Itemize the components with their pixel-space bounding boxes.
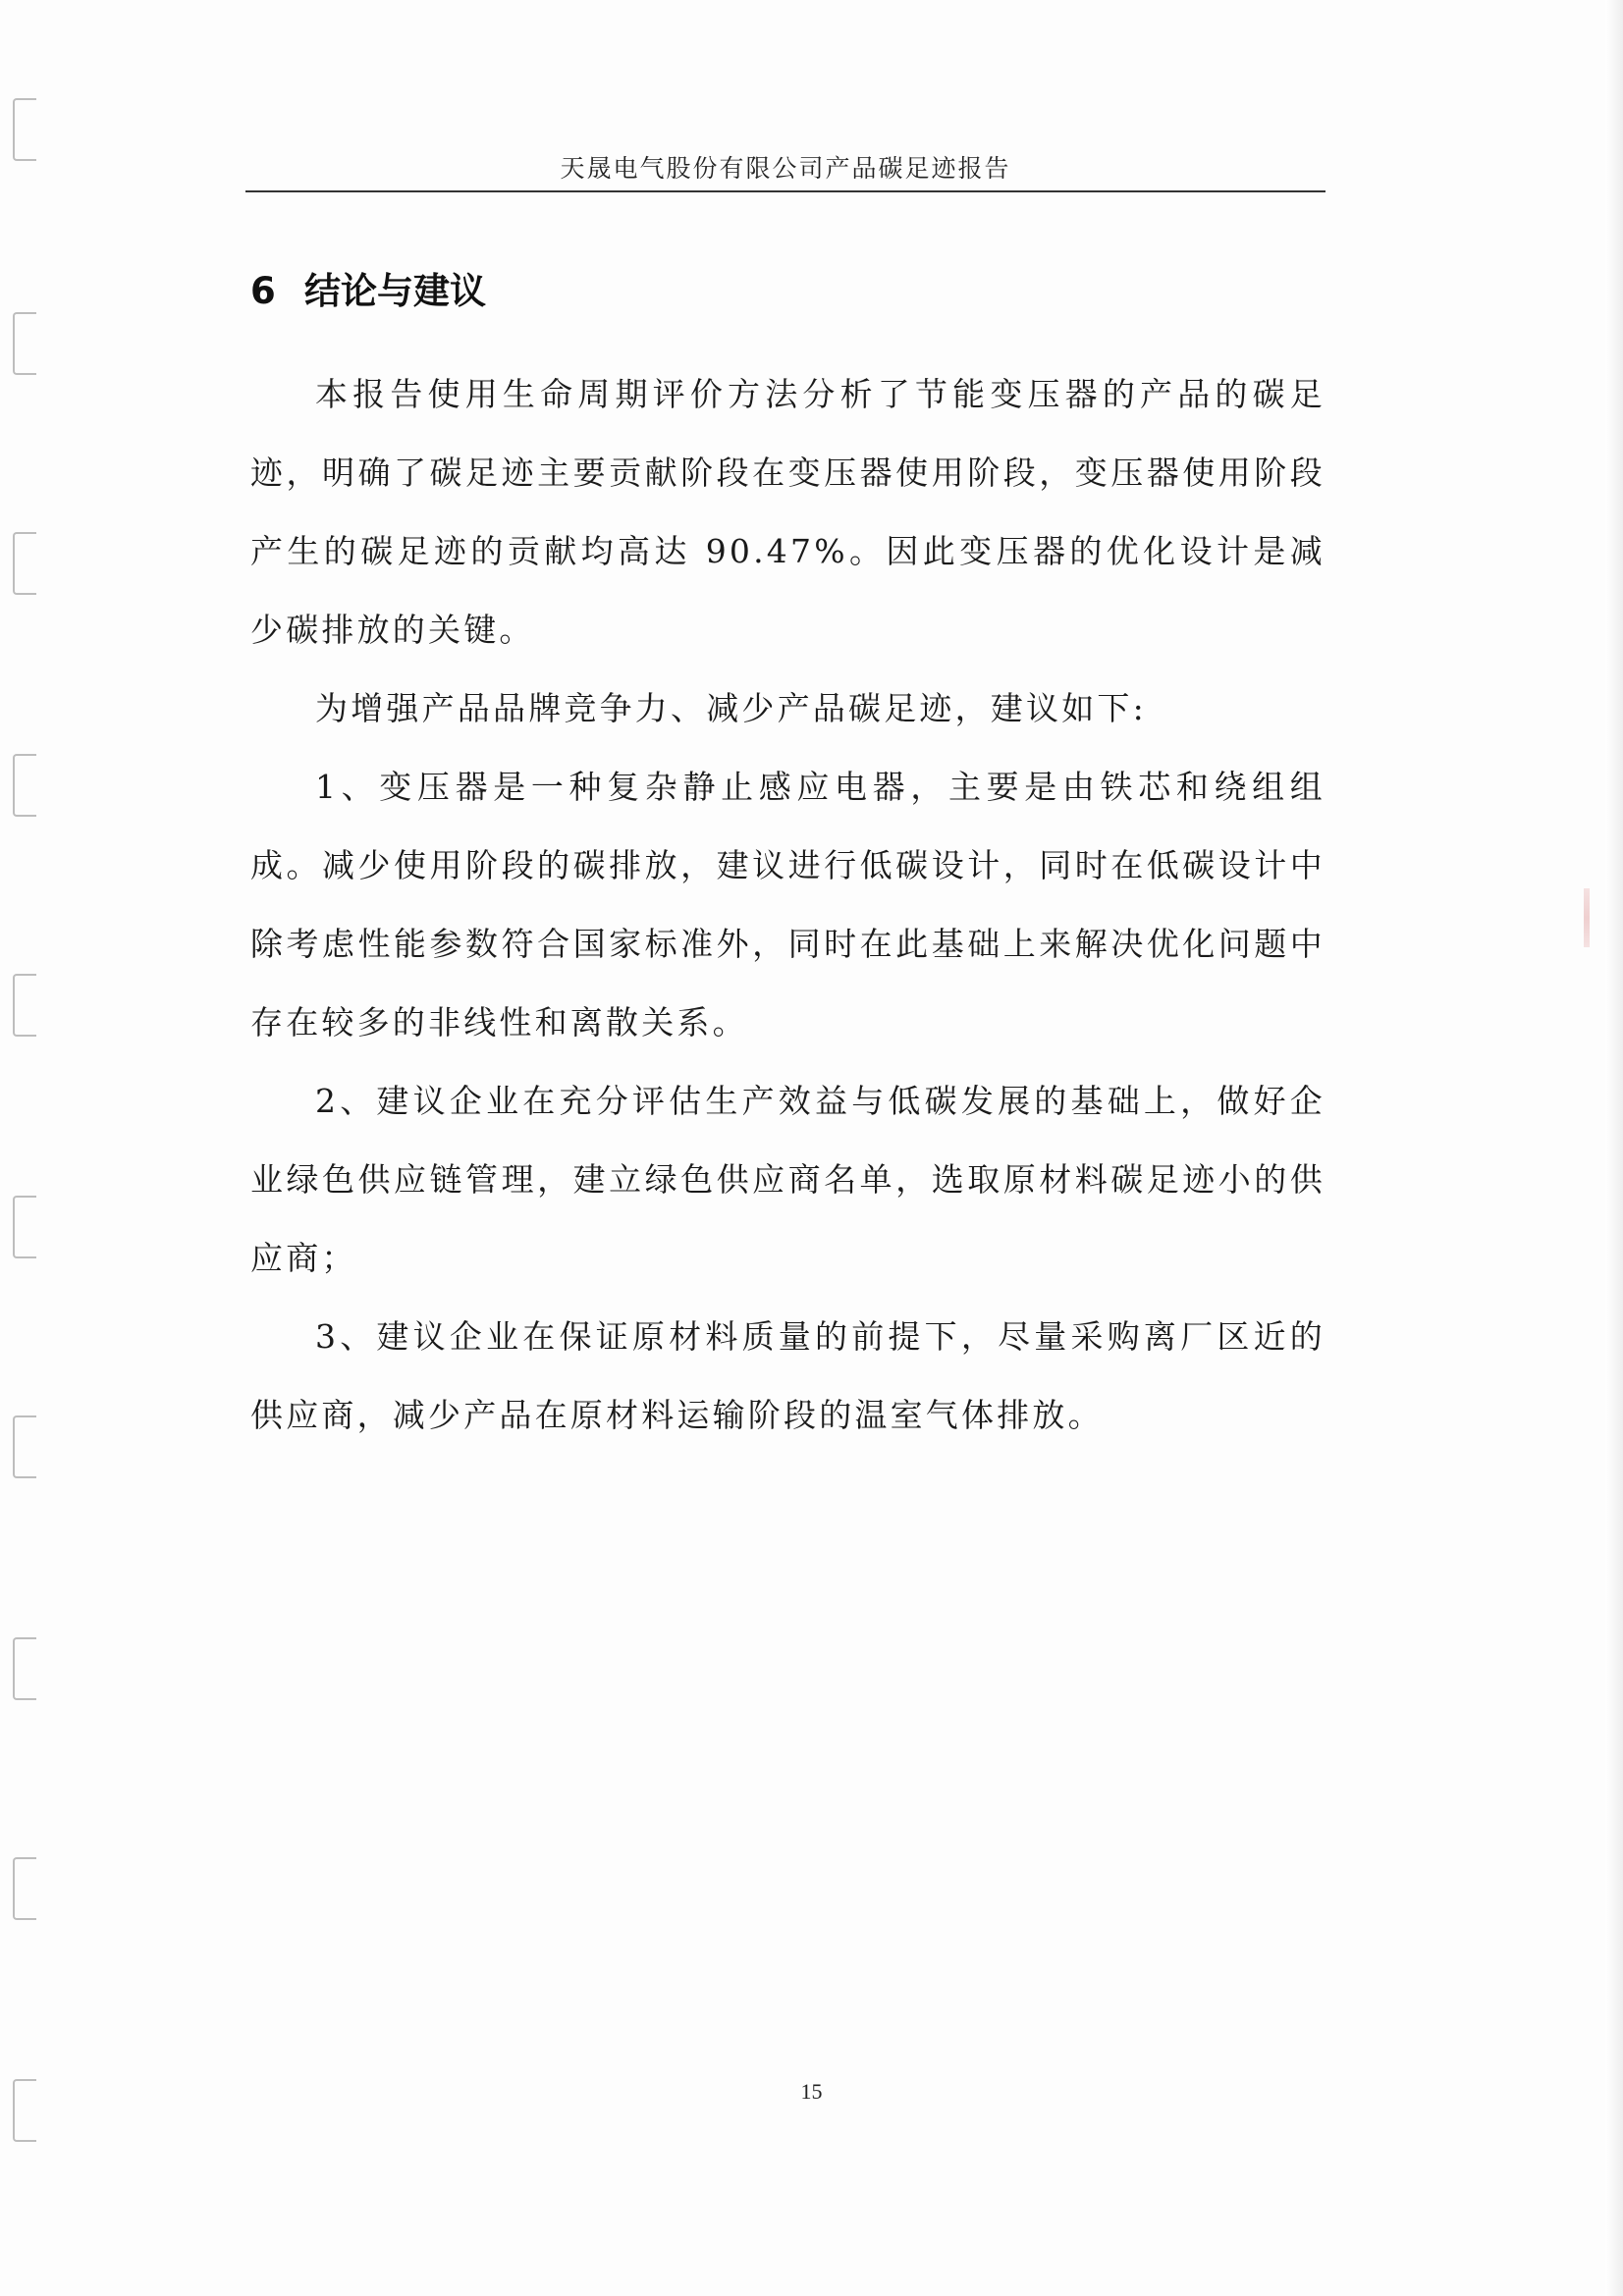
paragraph-recommendation-2: 2、建议企业在充分评估生产效益与低碳发展的基础上，做好企业绿色供应链管理，建立绿色供应商名单，选取原材料碳足迹小的供应商； xyxy=(250,1082,1325,1277)
body-text xyxy=(250,355,1325,1455)
binding-hole-mark xyxy=(13,1196,36,1258)
section-heading xyxy=(250,261,486,314)
binding-hole-mark xyxy=(13,1637,36,1700)
binding-hole-mark xyxy=(13,1857,36,1920)
binding-hole-mark xyxy=(13,1415,36,1478)
binding-hole-mark xyxy=(13,532,36,595)
page-number: 15 xyxy=(800,2079,823,2104)
section-number: 6 xyxy=(250,270,276,312)
paragraph-recommendations-intro: 为增强产品品牌竞争力、减少产品碳足迹，建议如下: xyxy=(315,689,1147,727)
seal-stamp-edge xyxy=(1584,888,1590,947)
paragraph-summary: 本报告使用生命周期评价方法分析了节能变压器的产品的碳足迹，明确了碳足迹主要贡献阶段在变压器使用阶段，变压器使用阶段产生的碳足迹的贡献均高达 90.47%。因此变压器的优化设计是减少碳排放的关键。 xyxy=(250,375,1325,649)
paragraph-recommendation-3: 3、建议企业在保证原材料质量的前提下，尽量采购离厂区近的供应商，减少产品在原材料运输阶段的温室气体排放。 xyxy=(250,1317,1325,1434)
binding-hole-mark xyxy=(13,754,36,817)
binding-hole-mark xyxy=(13,974,36,1037)
paragraph-recommendation-1: 1、变压器是一种复杂静止感应电器，主要是由铁芯和绕组组成。减少使用阶段的碳排放，建议进行低碳设计，同时在低碳设计中除考虑性能参数符合国家标准外，同时在此基础上来解决优化问题中存在较多的非线性和离散关系。 xyxy=(250,768,1325,1041)
binding-hole-mark xyxy=(13,312,36,375)
scan-edge-shadow xyxy=(1605,0,1623,2296)
header-rule xyxy=(245,190,1325,192)
binding-hole-mark xyxy=(13,98,36,161)
running-header: 天晟电气股份有限公司产品碳足迹报告 xyxy=(560,154,1011,183)
section-title: 结论与建议 xyxy=(304,270,486,312)
